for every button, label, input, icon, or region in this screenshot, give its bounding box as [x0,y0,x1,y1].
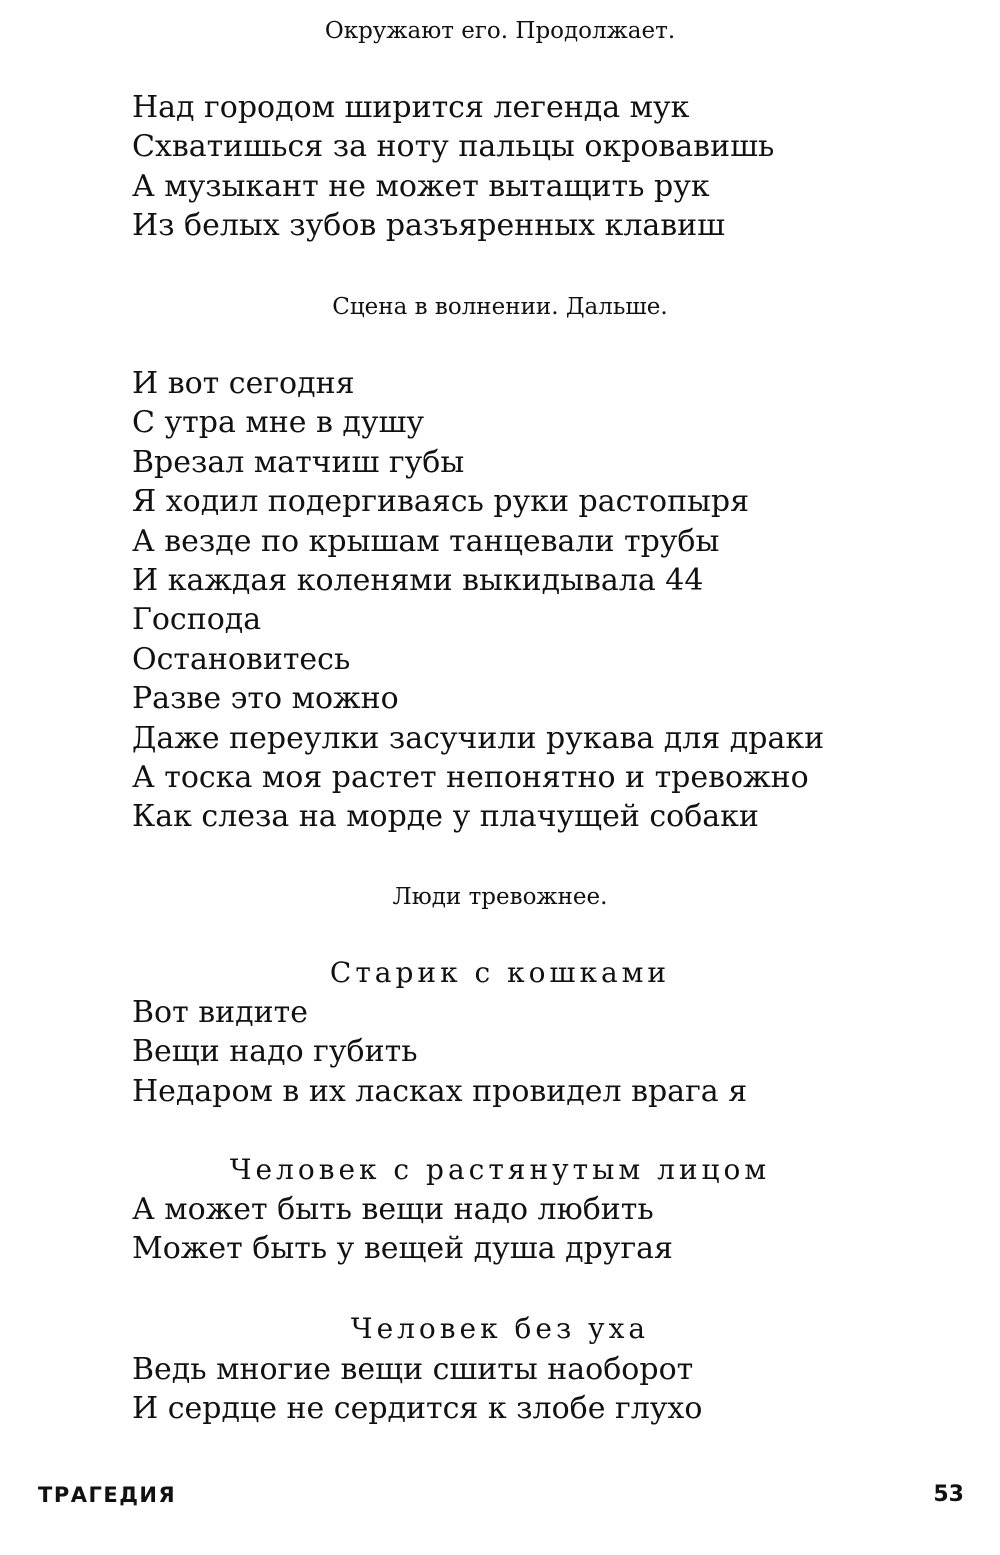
speaker-name: Человек с растянутым лицом [229,1153,771,1186]
verse-line: Врезал матчиш губы [132,444,465,480]
verse-line: Как слеза на морде у плачущей собаки [132,799,759,835]
verse-line: Остановитесь [132,641,351,677]
running-footer-title: ТРАГЕДИЯ [38,1483,177,1507]
speaker-name: Человек без уха [350,1312,650,1345]
verse-line: Вещи надо губить [132,1034,418,1070]
verse-line: А может быть вещи надо любить [132,1192,654,1227]
verse-line: Может быть у вещей душа другая [132,1231,673,1267]
verse-line: И сердце не сердится к злобе глухо [132,1391,703,1427]
page-number: 53 [933,1482,964,1507]
verse-line: И вот сегодня [132,366,355,401]
verse-line: А тоска моя растет непонятно и тревожно [132,759,809,795]
verse-line: Схватишься за ноту пальцы окровавишь [132,129,775,165]
speaker-name: Старик с кошками [329,956,671,989]
verse-line: Вот видите [132,995,308,1030]
verse-line: Над городом ширится легенда мук [132,90,690,125]
stage-direction: Окружают его. Продолжает. [324,18,676,44]
verse-line: И каждая коленями выкидывала 44 [132,562,704,598]
verse-line: Господа [132,602,262,638]
verse-stanza [132,1190,952,1269]
verse-line: А музыкант не может вытащить рук [132,168,710,204]
verse-stanza [132,993,952,1111]
verse-stanza [132,364,952,837]
verse-line: Я ходил подергиваясь руки растопыря [132,484,750,520]
verse-line: С утра мне в душу [132,405,425,441]
verse-line: А везде по крышам танцевали трубы [132,523,720,559]
verse-line: Из белых зубов разъяренных клавиш [132,208,726,244]
verse-stanza [132,1350,952,1429]
verse-line: Даже переулки засучили рукава для драки [132,720,825,756]
verse-line: Недаром в их ласках провидел врага я [132,1073,748,1109]
verse-line: Разве это можно [132,681,399,717]
stage-direction: Сцена в волнении. Дальше. [332,294,668,320]
verse-stanza [132,88,952,246]
verse-line: Ведь многие вещи сшиты наоборот [132,1352,694,1387]
stage-direction: Люди тревожнее. [392,884,608,910]
